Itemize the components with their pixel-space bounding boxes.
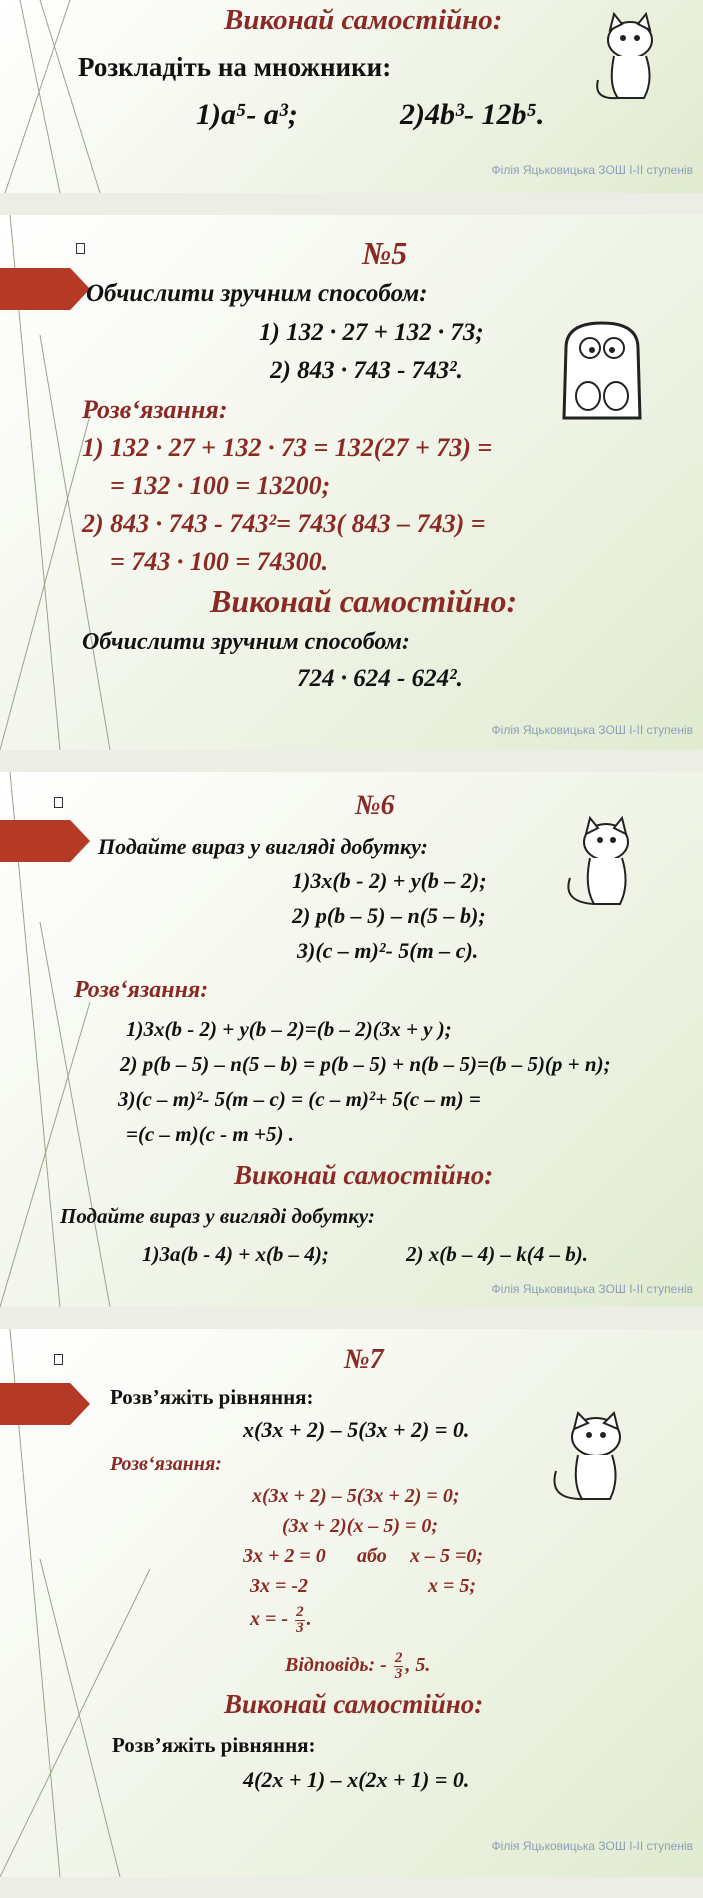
self-equation: 4(2x + 1) – x(2x + 1) = 0. bbox=[243, 1767, 470, 1792]
self-heading: Виконай самостійно: bbox=[234, 1160, 494, 1190]
answer-fraction-denominator: 3 bbox=[394, 1666, 403, 1682]
cat-icon bbox=[558, 812, 638, 912]
solution-line-4: =(c – m)(c - m +5) . bbox=[126, 1122, 294, 1146]
step-2: (3x + 2)(x – 5) = 0; bbox=[282, 1515, 439, 1537]
footer-text: Філія Яцьковицька ЗОШ І-ІІ ступенів bbox=[491, 723, 693, 737]
solution-label: Розв‘язання: bbox=[110, 1453, 222, 1475]
equation: x(3x + 2) – 5(3x + 2) = 0. bbox=[243, 1417, 470, 1442]
bullet-icon bbox=[54, 797, 63, 808]
footer-text: Філія Яцьковицька ЗОШ І-ІІ ступенів bbox=[491, 1839, 693, 1853]
step-3-right: x – 5 =0; bbox=[410, 1545, 484, 1567]
self-task: Подайте вираз у вигляді добутку: bbox=[60, 1204, 375, 1228]
exercise-2: 2)4b³- 12b⁵. bbox=[400, 98, 545, 131]
task-text: Подайте вираз у вигляді добутку: bbox=[98, 834, 428, 859]
self-task: Розв’яжіть рівняння: bbox=[112, 1733, 316, 1757]
exercise-number: №6 bbox=[355, 790, 395, 821]
cat-icon bbox=[588, 10, 668, 105]
solution-line-4: = 743 · 100 = 74300. bbox=[110, 547, 329, 576]
step-4-right: x = 5; bbox=[428, 1575, 477, 1597]
solution-line-2: = 132 · 100 = 13200; bbox=[110, 471, 331, 500]
step-4-left: 3x = -2 bbox=[250, 1575, 309, 1597]
exercise-number: №7 bbox=[344, 1344, 384, 1375]
task-text: Обчислити зручним способом: bbox=[86, 280, 428, 307]
self-exercise-1: 1)3a(b - 4) + x(b – 4); bbox=[142, 1242, 329, 1266]
slide-4 bbox=[0, 1329, 703, 1877]
self-heading: Виконай самостійно: bbox=[224, 4, 503, 36]
task-text: Розв’яжіть рівняння: bbox=[110, 1385, 314, 1409]
step-1: x(3x + 2) – 5(3x + 2) = 0; bbox=[252, 1485, 460, 1507]
answer bbox=[285, 1651, 430, 1682]
answer-prefix: Відповідь: - bbox=[285, 1654, 387, 1677]
slide-3 bbox=[0, 772, 703, 1307]
solution-line-2: 2) p(b – 5) – n(5 – b) = p(b – 5) + n(b – 5)=(b – 5)(p + n); bbox=[120, 1052, 611, 1076]
slide-2 bbox=[0, 215, 703, 750]
decorative-lines bbox=[0, 0, 120, 193]
step-5 bbox=[250, 1605, 312, 1636]
answer-fraction-numerator: 2 bbox=[394, 1650, 403, 1666]
bullet-icon bbox=[76, 243, 85, 254]
self-heading: Виконай самостійно: bbox=[210, 583, 518, 619]
self-exercise-2: 2) x(b – 4) – k(4 – b). bbox=[406, 1242, 588, 1266]
cat-icon bbox=[556, 318, 648, 423]
or-word: або bbox=[357, 1545, 387, 1567]
exercise-1: 1)a⁵- a³; bbox=[196, 98, 298, 131]
self-heading: Виконай самостійно: bbox=[224, 1689, 484, 1719]
solution-label: Розв‘язання: bbox=[74, 977, 209, 1003]
task-line-3: 3)(c – m)²- 5(m – c). bbox=[297, 938, 479, 963]
fraction-numerator: 2 bbox=[296, 1604, 304, 1620]
fraction-denominator: 3 bbox=[296, 1620, 304, 1636]
task-line-2: 2) p(b – 5) – n(5 – b); bbox=[292, 903, 486, 928]
task-line-2: 2) 843 · 743 - 743². bbox=[270, 357, 463, 384]
solution-label: Розв‘язання: bbox=[82, 395, 228, 424]
self-task: Обчислити зручним способом: bbox=[82, 629, 410, 655]
cat-icon bbox=[544, 1407, 634, 1507]
slide-1 bbox=[0, 0, 703, 193]
footer-text: Філія Яцьковицька ЗОШ І-ІІ ступенів bbox=[491, 163, 693, 177]
solution-line-3: 2) 843 · 743 - 743²= 743( 843 – 743) = bbox=[82, 509, 486, 538]
answer-suffix: , 5. bbox=[405, 1654, 431, 1677]
exercise-number: №5 bbox=[362, 235, 408, 271]
answer-fraction bbox=[394, 1651, 404, 1682]
task-text: Розкладіть на множники: bbox=[78, 52, 392, 82]
step-5-prefix: x = - bbox=[250, 1608, 289, 1631]
bullet-icon bbox=[54, 1354, 63, 1365]
solution-line-1: 1)3x(b - 2) + y(b – 2)=(b – 2)(3x + y ); bbox=[126, 1017, 452, 1041]
step-3-left: 3x + 2 = 0 bbox=[243, 1545, 326, 1567]
solution-line-1: 1) 132 · 27 + 132 · 73 = 132(27 + 73) = bbox=[82, 433, 493, 462]
task-line-1: 1) 132 · 27 + 132 · 73; bbox=[259, 319, 484, 346]
step-5-suffix: . bbox=[306, 1608, 312, 1631]
fraction bbox=[295, 1605, 305, 1636]
footer-text: Філія Яцьковицька ЗОШ І-ІІ ступенів bbox=[491, 1282, 693, 1296]
self-expression: 724 · 624 - 624². bbox=[297, 665, 463, 692]
solution-line-3: 3)(c – m)²- 5(m – c) = (c – m)²+ 5(c – m) = bbox=[118, 1087, 481, 1111]
task-line-1: 1)3x(b - 2) + y(b – 2); bbox=[292, 868, 487, 893]
